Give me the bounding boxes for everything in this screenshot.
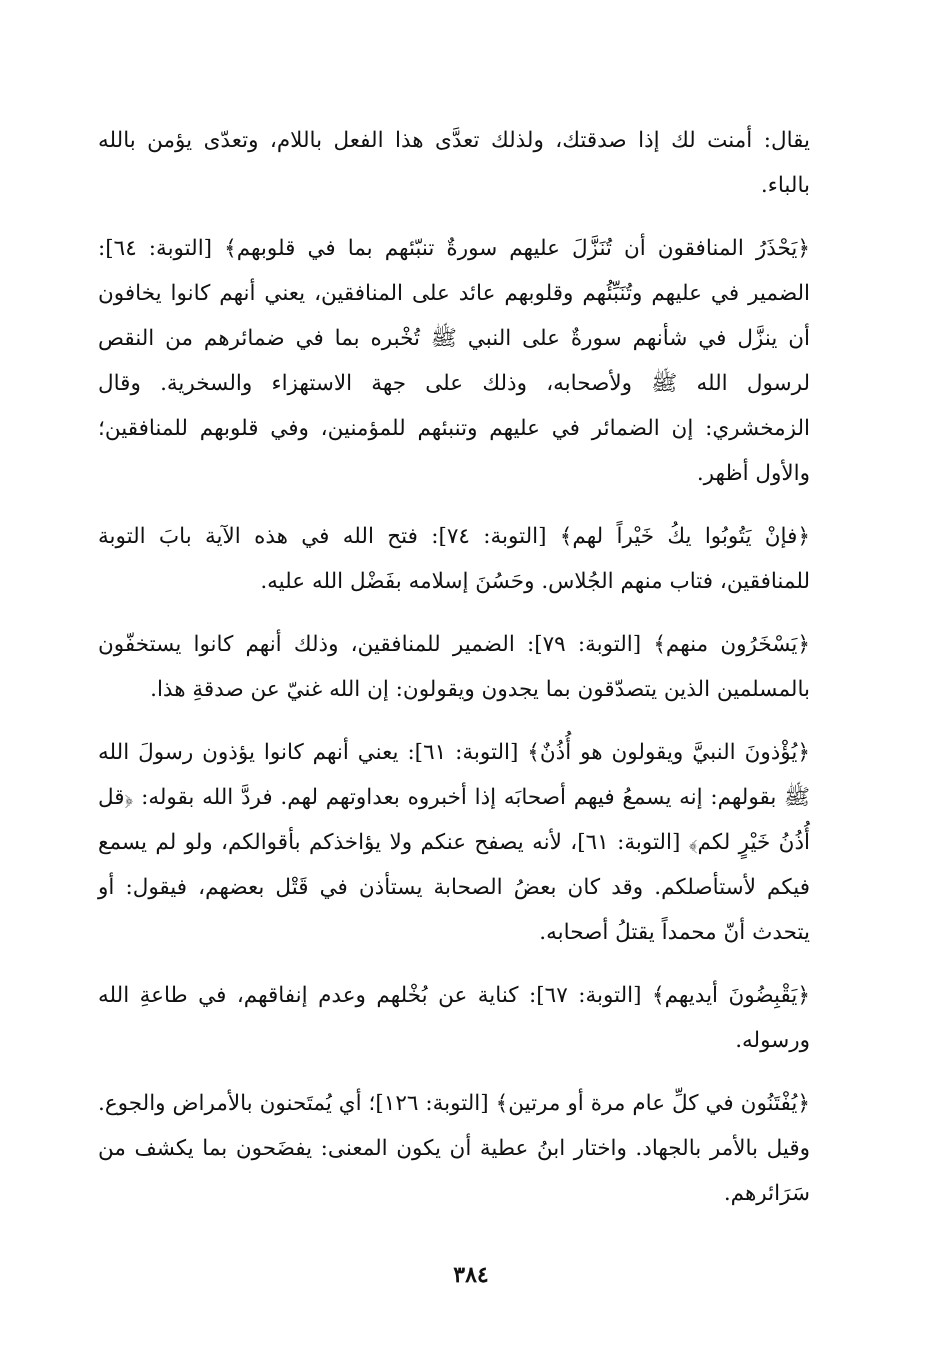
- paragraph-7: ﴿يُفْتَنُون في كلِّ عام مرة أو مرتين﴾ [التوبة: ١٢٦]؛ أي يُمتَحنون بالأمراض والجوع. وقيل بالأمر بالجهاد. واختار ابنُ عطية أن يكون المعنى: يفضَحون بما يكشف من سَرَائرهم.: [98, 1091, 810, 1206]
- page-number: ٣٨٤: [453, 1262, 489, 1288]
- page-body: [98, 118, 810, 1234]
- paragraph-1: يقال: أمنت لك إذا صدقتك، ولذلك تعدَّى هذا الفعل باللام، وتعدّى يؤمن بالله بالباء.: [98, 128, 810, 198]
- paragraph-3: ﴿فإنْ يَتُوبُوا يكُ خَيْراً لهم﴾ [التوبة: ٧٤]: فتح الله في هذه الآية بابَ التوبة للمنافقين، فتاب منهم الجُلاس. وحَسُنَ إسلامه بفَضْل الله عليه.: [98, 524, 810, 594]
- paragraph-6: ﴿يَقْبِضُونَ أيديهم﴾ [التوبة: ٦٧]: كناية عن بُخْلهم وعدم إنفاقهم، في طاعةِ الله ورسوله.: [98, 983, 810, 1053]
- paragraph-5: ﴿يُؤْذونَ النبيَّ ويقولون هو أُذُنٌ﴾ [التوبة: ٦١]: يعني أنهم كانوا يؤذون رسولَ الله ﷺ بقولهم: إنه يسمعُ فيهم أصحابَه إذا أخبروه بعداوتهم لهم. فردَّ الله بقوله: ﴿قل أُذُنُ خَيْرٍ لكم﴾ [التوبة: ٦١]، لأنه يصفح عنكم ولا يؤاخذكم بأقوالكم، ولو لم يسمع فيكم لأستأصلكم. وقد كان بعضُ الصحابة يستأذن في قَتْل بعضهم، فيقول: أو يتحدث أنّ محمداً يقتلُ أصحابه.: [98, 740, 810, 945]
- paragraph-4: ﴿يَسْخَرُون منهم﴾ [التوبة: ٧٩]: الضمير للمنافقين، وذلك أنهم كانوا يستخفّون بالمسلمين الذين يتصدّقون بما يجدون ويقولون: إن الله غنيّ عن صدقةِ هذا.: [98, 632, 810, 702]
- paragraph-2: ﴿يَحْذَرُ المنافقون أن تُنَزَّلَ عليهم سورةٌ تنبّئهم بما في قلوبهم﴾ [التوبة: ٦٤]: الضمير في عليهم وتُنَبِّئُهم وقلوبهم عائد على المنافقين، يعني أنهم كانوا يخافون أن ينزَّل في شأنهم سورةٌ على النبي ﷺ تُخْبره بما في ضمائرهم من النقص لرسول الله ﷺ ولأصحابه، وذلك على جهة الاستهزاء والسخرية. وقال الزمخشري: إن الضمائر في عليهم وتنبئهم للمؤمنين، وفي قلوبهم للمنافقين؛ والأول أظهر.: [98, 236, 810, 486]
